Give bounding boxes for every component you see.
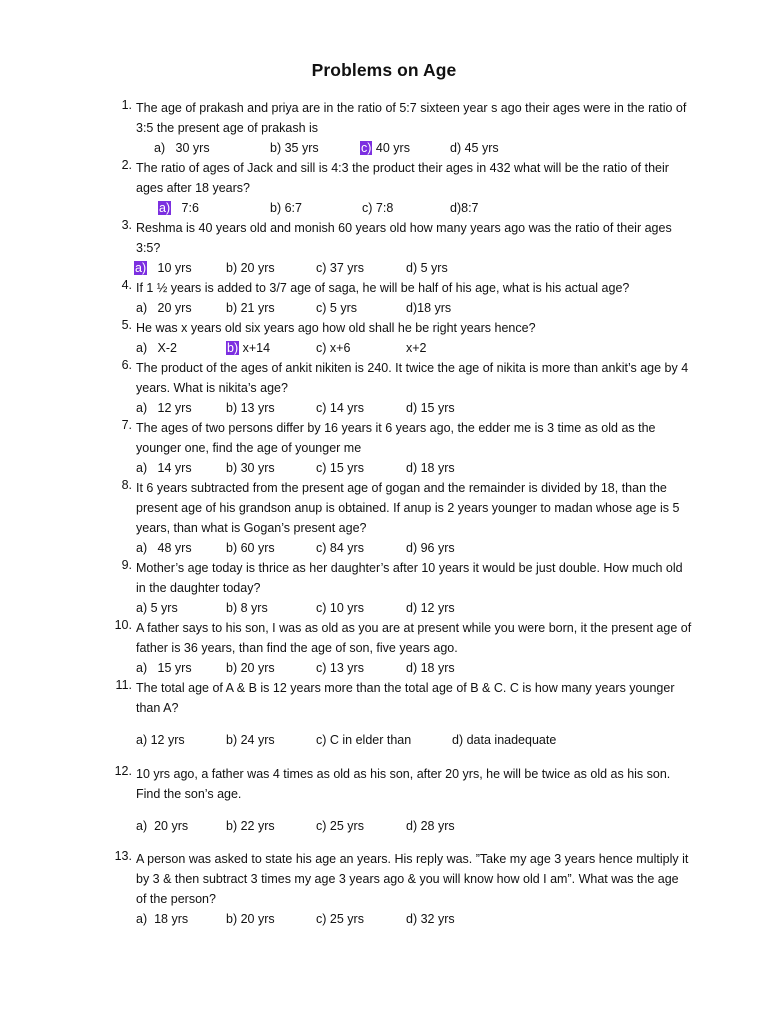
options-row bbox=[112, 816, 692, 836]
question-text: The age of prakash and priya are in the ratio of 5:7 sixteen year s ago their ages were in the ratio of 3:5 the present age of prakash is bbox=[136, 101, 687, 135]
question-5 bbox=[112, 318, 692, 358]
option-text: 18 yrs bbox=[154, 912, 189, 926]
option-marker: b) bbox=[226, 601, 238, 615]
option-marker: d) bbox=[406, 461, 418, 475]
question-4 bbox=[112, 278, 692, 318]
option-marker-highlighted: a) bbox=[135, 261, 147, 275]
option-c bbox=[316, 658, 364, 678]
option-text: 12 yrs bbox=[150, 733, 185, 747]
option-text: 5 yrs bbox=[329, 301, 357, 315]
option-marker: a) bbox=[136, 301, 148, 315]
option-marker-highlighted: b) bbox=[227, 341, 239, 355]
question-text: The total age of A & B is 12 years more than the total age of B & C. C is how many years younger than A? bbox=[136, 681, 675, 715]
option-text: 5 yrs bbox=[150, 601, 178, 615]
question-text: A father says to his son, I was as old as you are at present while you were born, it the present age of father is 36 years, than find the age of son, five years ago. bbox=[136, 621, 692, 655]
question-text: Mother’s age today is thrice as her daughter’s after 10 years it would be just double. How much old in the daughter today? bbox=[136, 561, 683, 595]
option-marker: b) bbox=[226, 461, 238, 475]
option-c bbox=[362, 198, 393, 218]
option-text: 40 yrs bbox=[375, 141, 410, 155]
option-text: 20 yrs bbox=[157, 301, 192, 315]
option-d bbox=[450, 138, 499, 158]
option-b bbox=[226, 398, 275, 418]
option-a bbox=[158, 198, 199, 218]
option-d bbox=[406, 909, 455, 929]
option-text: 22 yrs bbox=[240, 819, 275, 833]
options-row bbox=[112, 458, 692, 478]
option-marker: a) bbox=[136, 401, 148, 415]
option-c bbox=[316, 258, 364, 278]
question-8 bbox=[112, 478, 692, 558]
option-marker: b) bbox=[226, 401, 238, 415]
option-text: 13 yrs bbox=[329, 661, 364, 675]
option-marker: c) bbox=[316, 733, 327, 747]
question-number: 4. bbox=[121, 278, 132, 292]
option-marker: c) bbox=[316, 541, 327, 555]
option-text: 32 yrs bbox=[420, 912, 455, 926]
option-text: 10 yrs bbox=[157, 261, 192, 275]
option-marker: c) bbox=[316, 401, 327, 415]
question-number: 1. bbox=[121, 98, 132, 112]
question-text: A person was asked to state his age an years. His reply was. ”Take my age 3 years hence multiply it by 3 & then subtract 3 times my age 3 years ago & you will know how old I am”. What was the age of the person? bbox=[136, 852, 689, 906]
option-marker: a) bbox=[154, 141, 166, 155]
option-c bbox=[316, 816, 364, 836]
option-text: 25 yrs bbox=[329, 912, 364, 926]
question-3 bbox=[112, 218, 692, 278]
option-b bbox=[226, 816, 275, 836]
option-text: 15 yrs bbox=[157, 661, 192, 675]
option-c bbox=[316, 338, 350, 358]
option-text: 8:7 bbox=[461, 201, 479, 215]
option-text: 21 yrs bbox=[240, 301, 275, 315]
option-text: X-2 bbox=[157, 341, 177, 355]
option-marker: d) bbox=[450, 141, 462, 155]
option-b bbox=[226, 730, 275, 750]
option-c bbox=[316, 538, 364, 558]
option-text: 14 yrs bbox=[157, 461, 192, 475]
option-text: 20 yrs bbox=[240, 261, 275, 275]
option-marker: a) bbox=[136, 341, 148, 355]
option-text: 45 yrs bbox=[464, 141, 499, 155]
option-a bbox=[136, 298, 192, 318]
options-row bbox=[112, 338, 692, 358]
option-text: data inadequate bbox=[466, 733, 557, 747]
option-marker: b) bbox=[270, 141, 282, 155]
option-marker: c) bbox=[316, 601, 327, 615]
option-b bbox=[226, 538, 275, 558]
option-text: 60 yrs bbox=[240, 541, 275, 555]
option-text: x+2 bbox=[406, 341, 427, 355]
question-number: 12. bbox=[114, 764, 132, 778]
option-text: 6:7 bbox=[284, 201, 302, 215]
options-row bbox=[112, 909, 692, 929]
question-number: 6. bbox=[121, 358, 132, 372]
option-marker: c) bbox=[316, 461, 327, 475]
option-b bbox=[226, 338, 270, 358]
option-b bbox=[226, 598, 268, 618]
question-number: 3. bbox=[121, 218, 132, 232]
option-text: x+14 bbox=[242, 341, 271, 355]
option-text: 24 yrs bbox=[240, 733, 275, 747]
option-marker: a) bbox=[136, 601, 148, 615]
option-text: 35 yrs bbox=[284, 141, 319, 155]
option-text: 18 yrs bbox=[420, 461, 455, 475]
question-text: The ages of two persons differ by 16 years it 6 years ago, the edder me is 3 time as old as the younger one, find the age of younger me bbox=[136, 421, 656, 455]
options-row bbox=[112, 730, 692, 750]
option-c bbox=[316, 909, 364, 929]
question-12 bbox=[112, 764, 692, 836]
option-marker: a) bbox=[136, 733, 148, 747]
option-marker: a) bbox=[136, 461, 148, 475]
option-marker: d) bbox=[406, 661, 418, 675]
question-13 bbox=[112, 849, 692, 929]
option-a bbox=[136, 909, 188, 929]
option-a bbox=[136, 598, 178, 618]
option-c bbox=[360, 138, 410, 158]
option-text: 13 yrs bbox=[240, 401, 275, 415]
option-c bbox=[316, 730, 411, 750]
option-text: 15 yrs bbox=[420, 401, 455, 415]
option-text: 84 yrs bbox=[329, 541, 364, 555]
option-c bbox=[316, 398, 364, 418]
option-text: 96 yrs bbox=[420, 541, 455, 555]
options-row bbox=[112, 298, 692, 318]
question-number: 13. bbox=[114, 849, 132, 863]
option-marker: d) bbox=[452, 733, 464, 747]
option-a bbox=[136, 398, 192, 418]
option-marker: c) bbox=[316, 301, 327, 315]
option-c bbox=[316, 598, 364, 618]
option-text: 20 yrs bbox=[240, 912, 275, 926]
option-text: 20 yrs bbox=[240, 661, 275, 675]
option-marker: b) bbox=[226, 733, 238, 747]
question-text: The product of the ages of ankit nikiten is 240. It twice the age of nikita is more than ankit’s age by 4 years. What is nikita’s age? bbox=[136, 361, 689, 395]
option-text: 14 yrs bbox=[329, 401, 364, 415]
options-row bbox=[112, 198, 692, 218]
question-2 bbox=[112, 158, 692, 218]
option-marker: b) bbox=[226, 261, 238, 275]
question-number: 7. bbox=[121, 418, 132, 432]
option-marker: a) bbox=[136, 912, 148, 926]
option-marker: d) bbox=[406, 912, 418, 926]
option-b bbox=[226, 298, 275, 318]
question-number: 2. bbox=[121, 158, 132, 172]
option-text: 37 yrs bbox=[329, 261, 364, 275]
option-marker: b) bbox=[226, 541, 238, 555]
option-marker: c) bbox=[316, 661, 327, 675]
options-row bbox=[112, 258, 692, 278]
option-marker: d) bbox=[406, 819, 418, 833]
option-marker: a) bbox=[136, 819, 148, 833]
option-marker: d) bbox=[450, 201, 462, 215]
option-marker: c) bbox=[316, 261, 327, 275]
option-a bbox=[136, 730, 185, 750]
option-text: 12 yrs bbox=[157, 401, 192, 415]
option-a bbox=[136, 658, 192, 678]
question-6 bbox=[112, 358, 692, 418]
option-d bbox=[406, 298, 451, 318]
question-number: 9. bbox=[121, 558, 132, 572]
option-d bbox=[452, 730, 556, 750]
option-c bbox=[316, 458, 364, 478]
option-b bbox=[226, 658, 275, 678]
options-row bbox=[112, 398, 692, 418]
option-marker: b) bbox=[226, 301, 238, 315]
option-text: 10 yrs bbox=[329, 601, 364, 615]
option-a bbox=[136, 338, 177, 358]
option-b bbox=[270, 198, 302, 218]
option-d bbox=[406, 338, 427, 358]
option-marker: d) bbox=[406, 541, 418, 555]
option-d bbox=[406, 658, 455, 678]
question-7 bbox=[112, 418, 692, 478]
option-marker: c) bbox=[316, 341, 327, 355]
question-11 bbox=[112, 678, 692, 750]
option-text: 7:8 bbox=[375, 201, 394, 215]
option-marker: b) bbox=[270, 201, 282, 215]
question-number: 8. bbox=[121, 478, 132, 492]
question-text: Reshma is 40 years old and monish 60 years old how many years ago was the ratio of their ages 3:5? bbox=[136, 221, 672, 255]
option-text: 30 yrs bbox=[175, 141, 210, 155]
option-text: 12 yrs bbox=[420, 601, 455, 615]
option-text: x+6 bbox=[329, 341, 351, 355]
option-text: 30 yrs bbox=[240, 461, 275, 475]
options-row bbox=[112, 658, 692, 678]
question-9 bbox=[112, 558, 692, 618]
option-text: C in elder than bbox=[329, 733, 412, 747]
option-a bbox=[154, 138, 210, 158]
option-a bbox=[136, 816, 188, 836]
option-text: 15 yrs bbox=[329, 461, 364, 475]
option-d bbox=[406, 258, 448, 278]
option-text: 7:6 bbox=[181, 201, 199, 215]
option-b bbox=[270, 138, 319, 158]
option-d bbox=[450, 198, 479, 218]
option-d bbox=[406, 458, 455, 478]
page-title: Problems on Age bbox=[311, 60, 457, 80]
options-row bbox=[112, 598, 692, 618]
option-text: 20 yrs bbox=[154, 819, 189, 833]
option-marker-highlighted: a) bbox=[159, 201, 171, 215]
option-marker: a) bbox=[136, 541, 148, 555]
option-a bbox=[134, 258, 192, 278]
option-d bbox=[406, 398, 455, 418]
option-d bbox=[406, 816, 455, 836]
option-b bbox=[226, 458, 275, 478]
question-number: 10. bbox=[114, 618, 132, 632]
question-number: 5. bbox=[121, 318, 132, 332]
question-text: He was x years old six years ago how old shall he be right years hence? bbox=[136, 321, 536, 335]
option-marker: b) bbox=[226, 661, 238, 675]
option-marker: b) bbox=[226, 912, 238, 926]
option-text: 18 yrs bbox=[420, 661, 455, 675]
options-row bbox=[112, 538, 692, 558]
option-text: 48 yrs bbox=[157, 541, 192, 555]
question-text: It 6 years subtracted from the present age of gogan and the remainder is divided by 18, than the present age of his grandson anup is obtained. If anup is 2 years younger to madan whose age is 5 years, than what is Gogan’s present age? bbox=[136, 481, 680, 535]
option-marker: c) bbox=[316, 819, 327, 833]
question-10 bbox=[112, 618, 692, 678]
option-marker: d) bbox=[406, 401, 418, 415]
option-c bbox=[316, 298, 357, 318]
option-text: 25 yrs bbox=[329, 819, 364, 833]
options-row bbox=[112, 138, 692, 158]
option-a bbox=[136, 538, 192, 558]
option-d bbox=[406, 538, 455, 558]
question-text: The ratio of ages of Jack and sill is 4:3 the product their ages in 432 what will be the ratio of their ages after 18 years? bbox=[136, 161, 669, 195]
option-marker: d) bbox=[406, 601, 418, 615]
option-text: 5 yrs bbox=[420, 261, 448, 275]
question-text: 10 yrs ago, a father was 4 times as old as his son, after 20 yrs, he will be twice as old as his son. Find the son’s age. bbox=[136, 767, 671, 801]
option-marker: c) bbox=[362, 201, 373, 215]
question-text: If 1 ½ years is added to 3/7 age of saga, he will be half of his age, what is his actual age? bbox=[136, 281, 630, 295]
option-text: 28 yrs bbox=[420, 819, 455, 833]
option-marker-highlighted: c) bbox=[361, 141, 372, 155]
option-a bbox=[136, 458, 192, 478]
option-marker: d) bbox=[406, 261, 418, 275]
option-text: 8 yrs bbox=[240, 601, 268, 615]
option-marker: a) bbox=[136, 661, 148, 675]
option-d bbox=[406, 598, 455, 618]
question-number: 11. bbox=[115, 678, 132, 692]
option-marker: c) bbox=[316, 912, 327, 926]
option-b bbox=[226, 909, 275, 929]
question-1 bbox=[112, 98, 692, 158]
option-marker: d) bbox=[406, 301, 418, 315]
option-marker: b) bbox=[226, 819, 238, 833]
option-b bbox=[226, 258, 275, 278]
option-text: 18 yrs bbox=[417, 301, 452, 315]
